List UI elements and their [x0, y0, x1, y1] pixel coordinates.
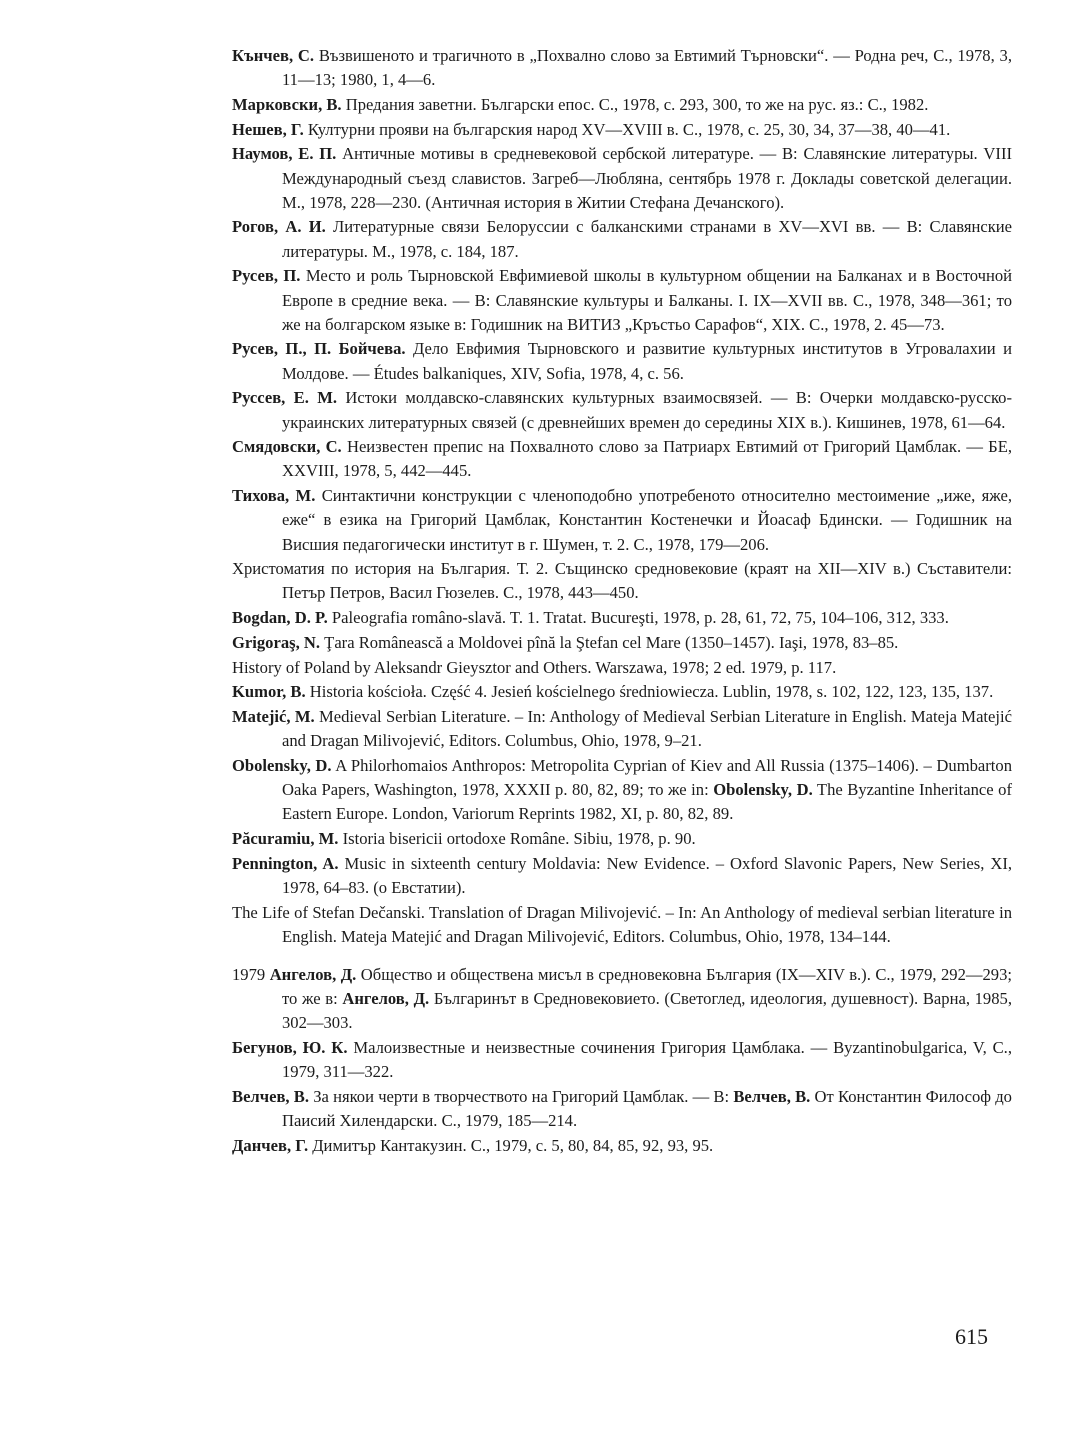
entry-text: Дело Евфимия Тырновского и развитие культурных институтов в Угровалахии и Молдове. — Études balkaniques, XIV, Sofia, 1978, 4, с. 56.	[282, 339, 1012, 383]
entry-text: Ţara Românească a Moldovei pînă la Ştefan cel Mare (1350–1457). Iaşi, 1978, 83–85.	[320, 632, 899, 652]
entry-text-secondary: От Константин Философ до Паисий Хилендарски. С., 1979, 185—214.	[282, 1087, 1012, 1131]
bibliography-entry	[232, 93, 1012, 117]
bibliography-entry	[232, 386, 1012, 434]
entry-year: 1979	[232, 965, 270, 985]
entry-author: Кънчев, С.	[232, 46, 315, 65]
bibliography-entry	[232, 656, 1012, 680]
entry-text: Medieval Serbian Literature. – In: Anthology of Medieval Serbian Literature in English. Mateja Matejić and Dragan Milivojević, Editors. Columbus, Ohio, 1978, 9–21.	[282, 706, 1012, 751]
entry-text: History of Poland by Aleksandr Gieysztor and Others. Warszawa, 1978; 2 ed. 1979, p. 117.	[232, 657, 837, 677]
bibliography-entry	[232, 852, 1012, 900]
entry-text-secondary: Българинът в Средновековието. (Светоглед, идеология, душевност). Варна, 1985, 302—303.	[282, 989, 1012, 1033]
entry-text: Синтактични конструкции с членоподобно употребеното относително местоимение „иже, яже, еже“ в езика на Григорий Цамблак, Константин Костенечки и Йоасаф Бдински. — Годишник на Висшия педагогически институт в г. Шумен, т. 2. С., 1978, 179—206.	[282, 486, 1012, 554]
entry-author: Бегунов, Ю. К.	[232, 1038, 348, 1058]
entry-author: Смядовски, С.	[232, 437, 342, 457]
entry-author: Păcuramiu, M.	[232, 829, 339, 848]
entry-text: За някои черти в творчеството на Григорий Цамблак. — В:	[309, 1087, 734, 1107]
entry-author: Нешев, Г.	[232, 119, 304, 139]
entry-text-secondary: The Byzantine Inheritance of Eastern Europe. London, Variorum Reprints 1982, XI, p. 80, 82, 89.	[282, 780, 1012, 824]
entry-text: Христоматия по история на България. Т. 2. Същинско средновековие (краят на XII—XIV в.) Съставители: Петър Петров, Васил Гюзелев. С., 1978, 443—450.	[232, 559, 1012, 603]
bibliography-entry	[232, 264, 1012, 337]
entry-author: Kumor, B.	[232, 682, 306, 702]
bibliography-list	[232, 44, 1012, 1159]
bibliography-entry	[232, 754, 1012, 827]
entry-author: Рогов, А. И.	[232, 217, 326, 237]
entry-author: Pennington, A.	[232, 853, 339, 873]
entry-text: Истоки молдавско-славянских культурных взаимосвязей. — В: Очерки молдавско-русско-украинских литературных связей (с древнейших времен до середины XIX в.). Кишинев, 1978, 61—64.	[282, 388, 1013, 432]
bibliography-entry	[232, 118, 1012, 142]
bibliography-entry	[232, 484, 1012, 557]
bibliography-entry	[232, 963, 1012, 1036]
entry-author: Grigoraş, N.	[232, 632, 321, 652]
entry-text: Неизвестен препис на Похвалното слово за Патриарх Евтимий от Григорий Цамблак. — БЕ, XXVIII, 1978, 5, 442—445.	[282, 437, 1012, 481]
entry-author-secondary: Obolensky, D.	[713, 780, 813, 800]
bibliography-entry	[232, 337, 1012, 385]
entry-author: Русев, П.	[232, 266, 301, 286]
entry-author: Obolensky, D.	[232, 755, 332, 775]
bibliography-entry	[232, 901, 1012, 949]
entry-author: Bogdan, D. P.	[232, 608, 328, 628]
entry-text: Historia kościoła. Część 4. Jesień kościelnego średniowiecza. Lublin, 1978, s. 102, 122, 123, 135, 137.	[305, 682, 994, 702]
entry-author: Наумов, Е. П.	[232, 144, 337, 164]
entry-author: Ангелов, Д.	[269, 965, 357, 985]
entry-author: Matejić, M.	[232, 706, 315, 726]
entry-text: A Philorhomaios Anthropos: Metropolita Cyprian of Kiev and All Russia (1375–1406). – Dumbarton Oaka Papers, Washington, 1978, XXXII p. 80, 82, 89; то же in:	[282, 755, 1012, 800]
entry-author-secondary: Велчев, В.	[733, 1087, 811, 1107]
bibliography-entry	[232, 705, 1012, 753]
bibliography-entry	[232, 435, 1012, 483]
bibliography-entry	[232, 215, 1012, 263]
bibliography-entry	[232, 631, 1012, 655]
bibliography-entry	[232, 827, 1012, 851]
bibliography-entry	[232, 1036, 1012, 1084]
entry-text: Место и роль Тырновской Евфимиевой школы в культурном общении на Балканах и в Восточной Европе в средние века. — В: Славянские культуры и Балканы. I. IX—XVII вв. С., 1978, 348—361; то же на болгарском языке в: Годишник на ВИТИЗ „Кръстьо Сарафов“, XIX. С., 1978, 2. 45—73.	[282, 266, 1013, 334]
page-number: 615	[955, 1324, 988, 1349]
entry-text: Предания заветни. Български епос. С., 1978, с. 293, 300, то же на рус. яз.: С., 1982.	[341, 94, 929, 114]
entry-text: Димитър Кантакузин. С., 1979, с. 5, 80, 84, 85, 92, 93, 95.	[308, 1135, 714, 1155]
entry-author-secondary: Ангелов, Д.	[342, 989, 430, 1009]
entry-text: Културни прояви на българския народ XV—XVIII в. С., 1978, с. 25, 30, 34, 37—38, 40—41.	[303, 119, 951, 139]
entry-author: Данчев, Г.	[232, 1135, 309, 1155]
bibliography-entry	[232, 44, 1012, 92]
entry-text: Малоизвестные и неизвестные сочинения Григория Цамблака. — Byzantinobulgarica, V, С., 1979, 311—322.	[282, 1038, 1012, 1082]
entry-text: Общество и обществена мисъл в средновековна България (IX—XIV в.). С., 1979, 292—293; то же в:	[282, 965, 1012, 1009]
entry-text: Литературные связи Белоруссии с балканскими странами в XV—XVI вв. — В: Славянские литературы. М., 1978, с. 184, 187.	[282, 217, 1013, 261]
entry-text: The Life of Stefan Dečanski. Translation of Dragan Milivojević. – In: An Anthology of medieval serbian literature in English. Mateja Matejić and Dragan Milivojević, Editors. Columbus, Ohio, 1978, 134–144.	[232, 902, 1012, 946]
bibliography-entry	[232, 680, 1012, 704]
entry-author: Русев, П., П. Бойчева.	[232, 339, 406, 359]
entry-text: Istoria bisericii ortodoxe Române. Sibiu, 1978, p. 90.	[338, 829, 696, 848]
entry-author: Марковски, В.	[232, 94, 342, 114]
entry-text: Music in sixteenth century Moldavia: New Evidence. – Oxford Slavonic Papers, New Series, XI, 1978, 64–83. (о Евстатии).	[282, 853, 1012, 897]
entry-text: Paleografia româno-slavă. T. 1. Tratat. Bucureşti, 1978, p. 28, 61, 72, 75, 104–106, 312, 333.	[327, 608, 949, 628]
entry-author: Руссев, Е. М.	[232, 388, 338, 408]
bibliography-entry	[232, 142, 1012, 215]
entry-text: Възвишеното и трагичното в „Похвално слово за Евтимий Търновски“. — Родна реч, С., 1978, 3, 11—13; 1980, 1, 4—6.	[282, 46, 1012, 90]
entry-author: Велчев, В.	[232, 1087, 309, 1107]
entry-text: Античные мотивы в средневековой сербской литературе. — В: Славянские литературы. VIII Международный съезд славистов. Загреб—Любляна, сентябрь 1978 г. Доклады советской делегации. М., 1978, 228—230. (Античная история в Житии Стефана Дечанского).	[282, 144, 1012, 212]
bibliography-entry	[232, 557, 1012, 605]
entry-author: Тихова, М.	[232, 486, 316, 506]
bibliography-entry	[232, 606, 1012, 630]
bibliography-entry	[232, 1085, 1012, 1133]
bibliography-entry	[232, 1134, 1012, 1158]
